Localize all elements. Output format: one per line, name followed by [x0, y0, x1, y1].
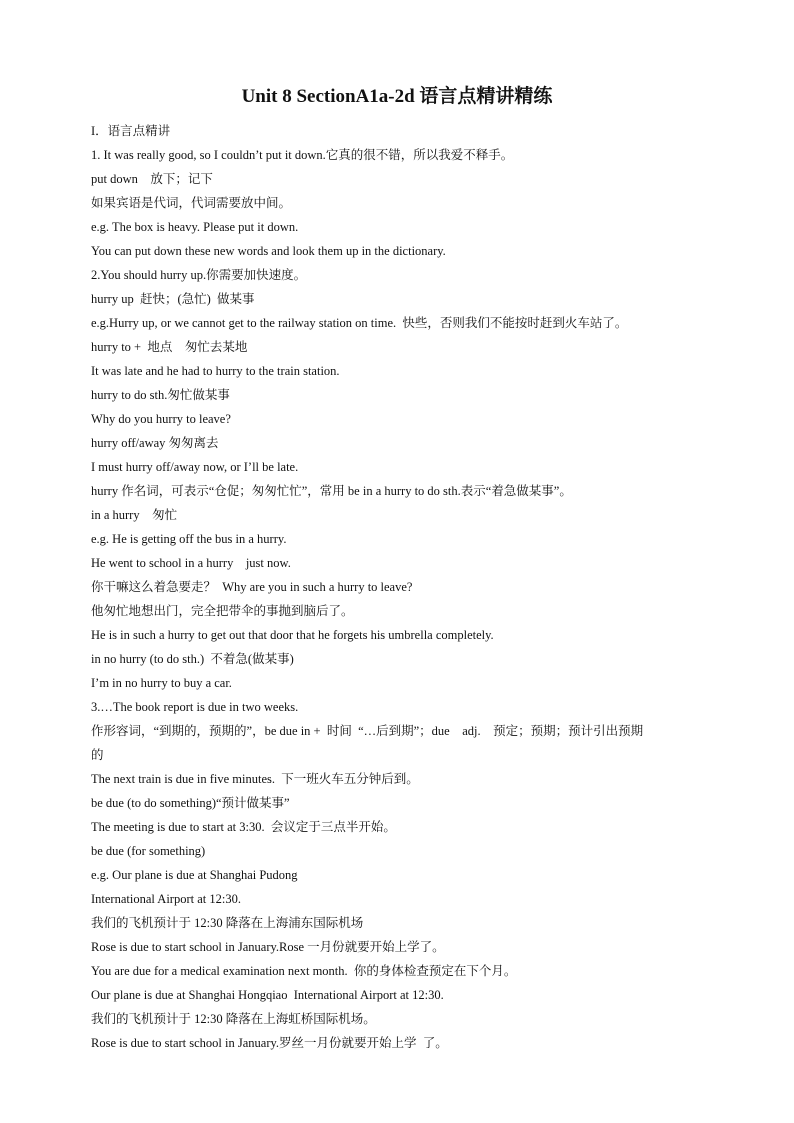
- text-line: be due (to do something)“预计做某事”: [91, 796, 290, 810]
- text-line: Our plane is due at Shanghai Hongqiao International Airport at 12:30.: [91, 988, 444, 1002]
- text-line: 我们的飞机预计于 12:30 降落在上海虹桥国际机场。: [91, 1012, 376, 1026]
- text-line: I’m in no hurry to buy a car.: [91, 676, 232, 690]
- text-line: hurry up 赶快；(急忙) 做某事: [91, 292, 255, 306]
- text-line: He is in such a hurry to get out that door that he forgets his umbrella completely.: [91, 628, 494, 642]
- text-line: 他匆忙地想出门，完全把带伞的事抛到脑后了。: [91, 604, 354, 618]
- text-line: 1. It was really good, so I couldn’t put it down.它真的很不错，所以我爱不释手。: [91, 148, 514, 162]
- text-line: in no hurry (to do sth.) 不着急(做某事): [91, 652, 294, 666]
- text-line: 的: [91, 748, 104, 762]
- text-line: 如果宾语是代词，代词需要放中间。: [91, 196, 292, 210]
- text-line: The next train is due in five minutes. 下一班火车五分钟后到。: [91, 772, 419, 786]
- text-line: The meeting is due to start at 3:30. 会议定于三点半开始。: [91, 820, 396, 834]
- text-line: in a hurry 匆忙: [91, 508, 178, 522]
- text-line: I．语言点精讲: [91, 124, 171, 138]
- text-line: be due (for something): [91, 844, 206, 858]
- text-line: put down 放下；记下: [91, 172, 213, 186]
- text-line: 我们的飞机预计于 12:30 降落在上海浦东国际机场: [91, 916, 364, 930]
- text-line: hurry off/away 匆匆离去: [91, 436, 219, 450]
- text-line: e.g.Hurry up, or we cannot get to the railway station on time. 快些，否则我们不能按时赶到火车站了。: [91, 316, 628, 330]
- text-line: 3.…The book report is due in two weeks.: [91, 700, 299, 714]
- page-title: Unit 8 SectionA1a-2d 语言点精讲精练: [241, 86, 553, 107]
- text-line: e.g. Our plane is due at Shanghai Pudong: [91, 868, 298, 882]
- text-line: Why do you hurry to leave?: [91, 412, 231, 426]
- text-line: It was late and he had to hurry to the train station.: [91, 364, 340, 378]
- text-line: He went to school in a hurry just now.: [91, 556, 291, 570]
- text-line: You can put down these new words and look them up in the dictionary.: [91, 244, 446, 258]
- text-line: I must hurry off/away now, or I’ll be late.: [91, 460, 299, 474]
- text-line: Rose is due to start school in January.罗丝一月份就要开始上学 了。: [91, 1036, 448, 1050]
- text-line: 2.You should hurry up.你需要加快速度。: [91, 268, 307, 282]
- text-line: hurry to do sth.匆忙做某事: [91, 388, 230, 402]
- text-line: hurry 作名词，可表示“仓促；匆匆忙忙”，常用 be in a hurry to do sth.表示“着急做某事”。: [91, 484, 572, 498]
- text-line: 你干嘛这么着急要走？ Why are you in such a hurry to leave?: [91, 580, 413, 594]
- text-line: e.g. The box is heavy. Please put it down.: [91, 220, 299, 234]
- text-line: e.g. He is getting off the bus in a hurry.: [91, 532, 287, 546]
- text-line: 作形容词，“到期的，预期的”，be due in + 时间 “…后到期”；due adj. 预定；预期；预计引出预期: [91, 724, 644, 738]
- document-body: [91, 119, 711, 1055]
- text-line: Rose is due to start school in January.Rose 一月份就要开始上学了。: [91, 940, 445, 954]
- text-line: hurry to + 地点 匆忙去某地: [91, 340, 248, 354]
- text-line: You are due for a medical examination next month. 你的身体检查预定在下个月。: [91, 964, 517, 978]
- text-line: International Airport at 12:30.: [91, 892, 241, 906]
